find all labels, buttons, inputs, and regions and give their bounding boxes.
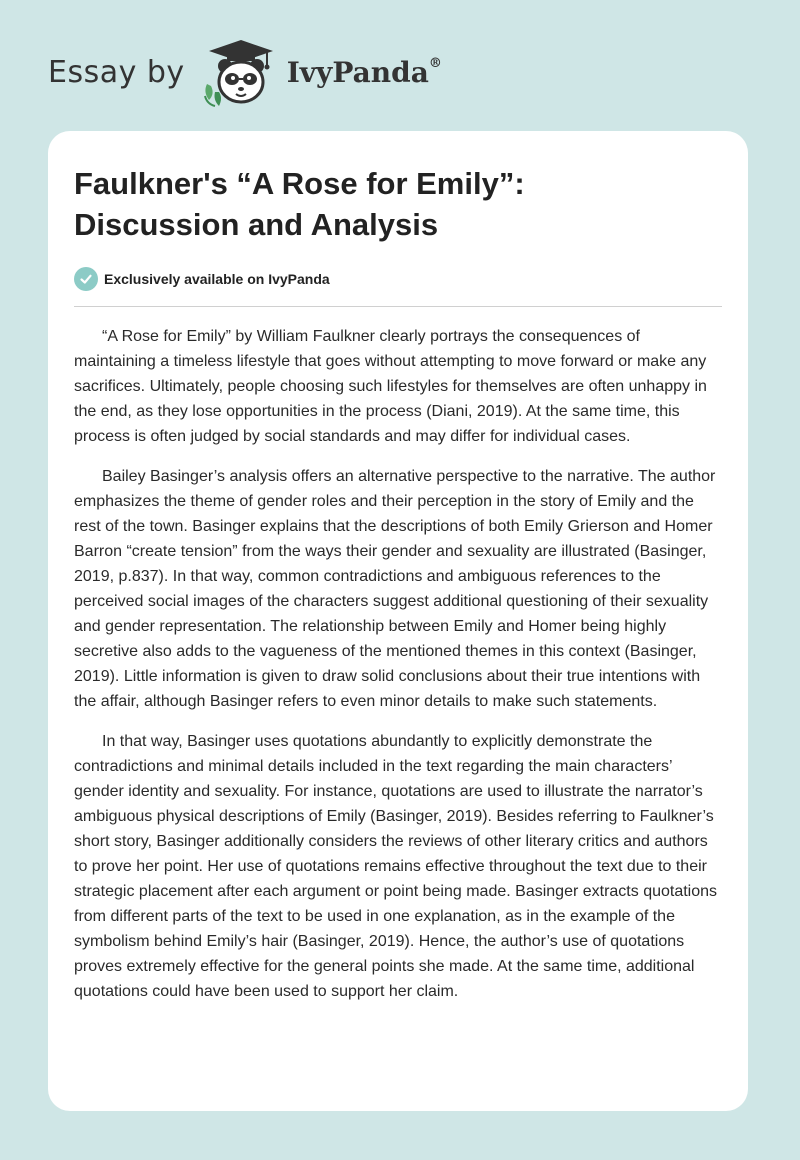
panda-logo-icon[interactable] [201, 36, 281, 108]
paragraph: “A Rose for Emily” by William Faulkner clearly portrays the consequences of maintaining a timeless lifestyle that goes without attempting to move forward or make any sacrifices. Ultimately, people choosing such lifestyles for themselves are often unhappy in the end, as they lose opportunities in the process (Diani, 2019). At the same time, this process is often judged by social standards and may differ for individual cases. [74, 328, 707, 445]
article-card [48, 131, 748, 1111]
essay-by-label: Essay by [48, 54, 185, 90]
title-line-2: Discussion and Analysis [74, 207, 439, 242]
divider [74, 306, 722, 307]
exclusive-label: Exclusively available on IvyPanda [104, 271, 330, 287]
article-body [74, 324, 722, 1004]
checkmark-icon [74, 267, 98, 291]
article-title [74, 163, 722, 245]
brand-name[interactable]: IvyPanda® [286, 55, 442, 89]
exclusive-badge [74, 265, 722, 293]
paragraph: In that way, Basinger uses quotations abundantly to explicitly demonstrate the contradictions and minimal details included in the text regarding the main characters’ gender identity and sexuality. For instance, quotations are used to illustrate the narrator’s ambiguous physical descriptions of Emily (Basinger, 2019). Besides referring to Faulkner’s short story, Basinger additionally considers the reviews of other literary critics and authors to prove her point. Her use of quotations remains effective throughout the text due to their strategic placement after each argument or point being made. Basinger extracts quotations from different parts of the text to be used in one explanation, as in the example of the symbolism behind Emily’s hair (Basinger, 2019). Hence, the author’s use of quotations proves extremely effective for the general points she made. At the same time, additional quotations could have been used to support her claim. [74, 733, 718, 1000]
title-line-1: Faulkner's “A Rose for Emily”: [74, 166, 525, 201]
site-header [48, 36, 442, 108]
paragraph: Bailey Basinger’s analysis offers an alternative perspective to the narrative. The author emphasizes the theme of gender roles and their perception in the story of Emily and the rest of the town. Basinger explains that the descriptions of both Emily Grierson and Homer Barron “create tension” from the ways their gender and sexuality are illustrated (Basinger, 2019, p.837). In that way, common contradictions and ambiguous references to the perceived social images of the characters suggest additional questioning of their sexuality and gender representation. The relationship between Emily and Homer being highly secretive also adds to the vagueness of the mentioned themes in this context (Basinger, 2019). Little information is given to draw solid conclusions about their true intentions with the affair, although Basinger refers to even minor details to make such statements. [74, 468, 716, 710]
